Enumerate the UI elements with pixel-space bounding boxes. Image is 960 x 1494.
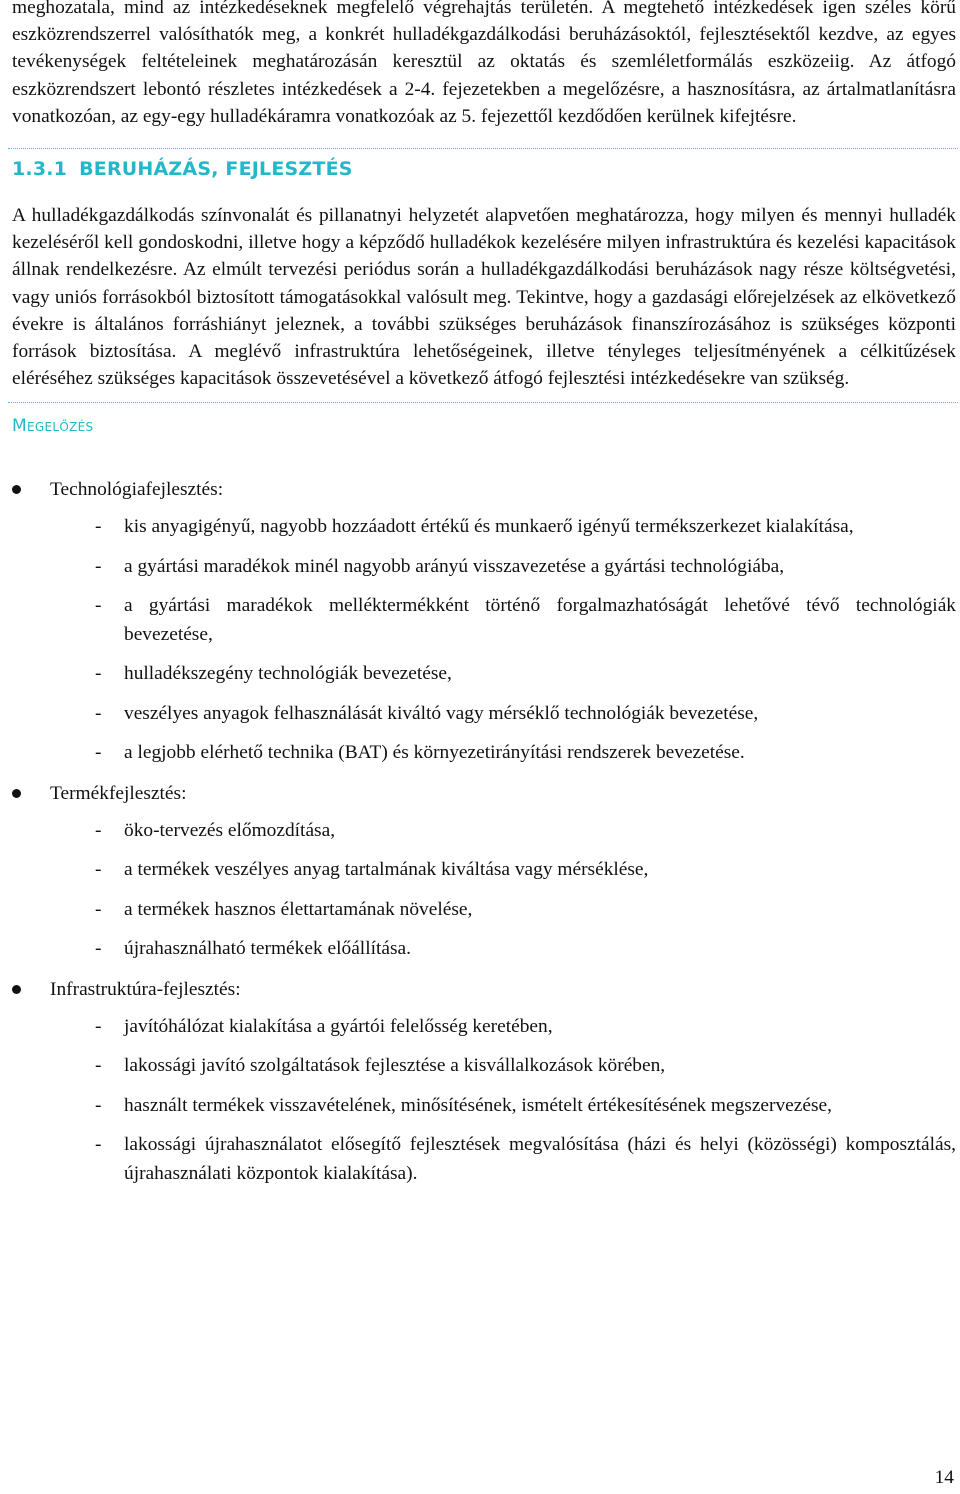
list-item — [50, 739, 956, 768]
bullet-dot-icon — [12, 985, 21, 994]
document-page — [12, 0, 956, 1200]
subheading-block — [12, 402, 956, 456]
dash-list — [50, 1013, 956, 1189]
list-item-text: kis anyagigényű, nagyobb hozzáadott értékű és munkaerő igényű termékszerkezet kialakítása, — [124, 516, 854, 538]
dash-marker: - — [95, 859, 102, 881]
section-title: BERUHÁZÁS, FEJLESZTÉS — [79, 158, 353, 181]
list-item-text: a legjobb elérhető technika (BAT) és környezetirányítási rendszerek bevezetése. — [124, 742, 745, 764]
list-item — [50, 513, 956, 542]
list-item-text: használt termékek visszavételének, minősítésének, ismételt értékesítésének megszervezése, — [124, 1094, 833, 1116]
list-item-text: a termékek veszélyes anyag tartalmának kiváltása vagy mérséklése, — [124, 859, 649, 881]
subheading-megelozes: Megelőzés — [12, 416, 94, 437]
list-item — [50, 553, 956, 582]
bullet-dot-icon — [12, 789, 21, 798]
list-item — [50, 700, 956, 729]
dash-marker: - — [95, 938, 102, 960]
list-item — [50, 1092, 956, 1121]
list-item-text: újrahasználható termékek előállítása. — [124, 938, 411, 960]
list-item — [50, 1131, 956, 1188]
dash-marker: - — [95, 555, 102, 577]
bullet-title: Technológiafejlesztés: — [50, 479, 224, 501]
list-item-text: veszélyes anyagok felhasználását kiváltó vagy mérséklő technológiák bevezetése, — [124, 702, 759, 724]
list-item — [50, 896, 956, 925]
subheading-divider — [8, 402, 958, 403]
list-item-text: javítóhálózat kialakítása a gyártói felelősség keretében, — [124, 1015, 553, 1037]
intro-paragraph: meghozatala, mind az intézkedéseknek megfelelő végrehajtás területén. A megtehető intézkedések igen széles körű eszközrendszerrel valósíthatók meg, a konkrét hulladékgazdálkodási beruházásoktól, fejlesztésektől kezdve, az egyes tevékenységek feltételeinek meghatározásán keresztül az oktatás és szemléletformálás eszközeiig. Az átfogó eszközrendszert lebontó részletes intézkedések a 2-4. fejezetekben a megelőzésre, a hasznosításra, az ártalmatlanításra vonatkozóan, az egy-egy hulladékáramra vonatkozóak az 5. fejezettől kezdődően kerülnek kifejtésre. — [12, 0, 956, 127]
page-number: 14 — [934, 1467, 954, 1488]
bullet-infrastruktura-fejlesztes — [12, 976, 956, 1189]
list-item — [50, 1052, 956, 1081]
dash-marker: - — [95, 663, 102, 685]
section-divider — [8, 148, 958, 149]
section-paragraph: A hulladékgazdálkodás színvonalát és pillanatnyi helyzetét alapvetően meghatározza, hogy milyen és mennyi hulladék kezeléséről kell gondoskodni, illetve hogy a képződő hulladékok kezelésére milyen infrastruktúra és kezelési kapacitások állnak rendelkezésre. Az elmúlt tervezési periódus során a hulladékgazdálkodási beruházások nagy része költségvetési, vagy uniós forrásokból biztosított támogatásokkal valósult meg. Tekintve, hogy a gazdasági előrejelzések az elkövetkező évekre is általános forráshiányt jeleznek, a további szükséges beruházások finanszírozásához is szükséges központi források biztosítása. A meglévő infrastruktúra lehetőségeinek, illetve tényleges teljesítményének a célkitűzések eléréséhez szükséges kapacitások összevetésével a következő átfogó fejlesztési intézkedésekre van szükség. — [12, 205, 956, 390]
list-item-text: öko-tervezés előmozdítása, — [124, 819, 336, 841]
dash-list — [50, 817, 956, 964]
list-item-text: a termékek hasznos élettartamának növelése, — [124, 898, 473, 920]
list-item — [50, 592, 956, 649]
bullet-list — [12, 476, 956, 1188]
list-item — [50, 935, 956, 964]
list-item-text: a gyártási maradékok melléktermékként történő forgalmazhatóságát lehetővé tévő technológiák bevezetése, — [124, 595, 956, 645]
dash-list — [50, 513, 956, 768]
list-item — [50, 1013, 956, 1042]
list-item — [50, 660, 956, 689]
bullet-dot-icon — [12, 485, 21, 494]
dash-marker: - — [95, 595, 102, 617]
dash-marker: - — [95, 516, 102, 538]
dash-marker: - — [95, 742, 102, 764]
dash-marker: - — [95, 702, 102, 724]
dash-marker: - — [95, 1134, 102, 1156]
list-item-text: lakossági javító szolgáltatások fejlesztése a kisvállalkozások körében, — [124, 1055, 666, 1077]
dash-marker: - — [95, 1094, 102, 1116]
list-item-text: a gyártási maradékok minél nagyobb arányú visszavezetése a gyártási technológiába, — [124, 555, 785, 577]
list-item-text: lakossági újrahasználatot elősegítő fejlesztések megvalósítása (házi és helyi (közösségi) komposztálás, újrahasználati központok kialakítása). — [124, 1134, 956, 1184]
section-heading — [12, 158, 956, 180]
list-item — [50, 856, 956, 885]
dash-marker: - — [95, 1015, 102, 1037]
dash-marker: - — [95, 898, 102, 920]
bullet-termekfejlesztes — [12, 780, 956, 964]
section-heading-block — [12, 148, 956, 198]
dash-marker: - — [95, 819, 102, 841]
section-number: 1.3.1 — [12, 158, 68, 181]
list-item-text: hulladékszegény technológiák bevezetése, — [124, 663, 452, 685]
list-item — [50, 817, 956, 846]
bullet-technologiafejlesztes — [12, 476, 956, 768]
bullet-title: Termékfejlesztés: — [50, 782, 187, 804]
bullet-title: Infrastruktúra-fejlesztés: — [50, 978, 241, 1000]
dash-marker: - — [95, 1055, 102, 1077]
